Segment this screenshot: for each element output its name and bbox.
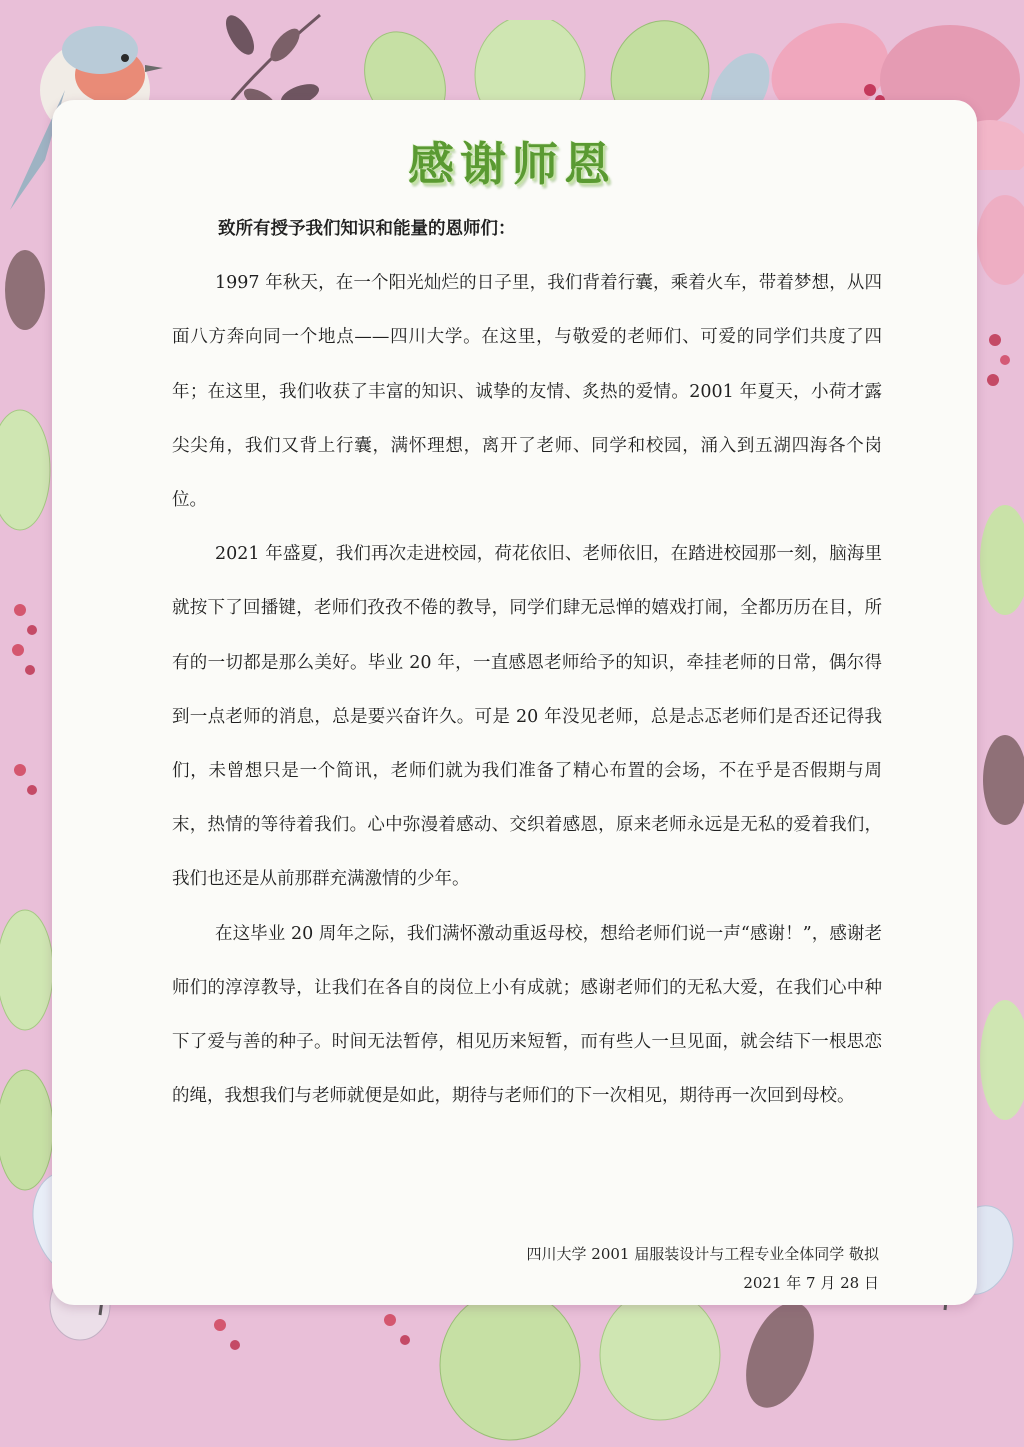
paragraph: 1997 年秋天，在一个阳光灿烂的日子里，我们背着行囊，乘着火车，带着梦想，从四面八方奔向同一个地点——四川大学。在这里，与敬爱的老师们、可爱的同学们共度了四年；在这里，我们收获了丰富的知识、诚挚的友情、炙热的爱情。2001 年夏天，小荷才露尖尖角，我们又背上行囊，满怀理想，离开了老师、同学和校园，涌入到五湖四海各个岗位。 <box>172 273 882 511</box>
leaves-decoration <box>190 1295 890 1447</box>
signature: 四川大学 2001 届服装设计与工程专业全体同学 敬拟 <box>526 1245 879 1263</box>
paragraph: 2021 年盛夏，我们再次走进校园，荷花依旧、老师依旧，在踏进校园那一刻，脑海里就按下了回播键，老师们孜孜不倦的教导，同学们肆无忌惮的嬉戏打闹，全都历历在目，所有的一切都是那么美好。毕业 20 年，一直感恩老师给予的知识，牵挂老师的日常，偶尔得到一点老师的消息，总是要兴奋许久。可是 20 年没见老师，总是忐忑老师们是否还记得我们，未曾想只是一个简讯，老师们就为我们准备了精心布置的会场，不在乎是否假期与周末，热情的等待着我们。心中弥漫着感动、交织着感恩，原来老师永远是无私的爱着我们，我们也还是从前那群充满激情的少年。 <box>172 544 882 890</box>
paragraph: 在这毕业 20 周年之际，我们满怀激动重返母校，想给老师们说一声“感谢！”，感谢老师们的淳淳教导，让我们在各自的岗位上小有成就；感谢老师们的无私大爱，在我们心中种下了爱与善的种子。时间无法暂停，相见历来短暂，而有些人一旦见面，就会结下一根思恋的绳，我想我们与老师就便是如此，期待与老师们的下一次相见，期待再一次回到母校。 <box>172 923 882 1107</box>
page-title: 感谢师恩 <box>408 137 616 191</box>
letter-body <box>172 202 882 1123</box>
greeting: 致所有授予我们知识和能量的恩师们： <box>218 219 516 239</box>
leaves-decoration <box>975 180 1024 1180</box>
signature-block <box>527 1240 879 1298</box>
date: 2021 年 7 月 28 日 <box>743 1274 879 1292</box>
berries-decoration <box>0 250 55 1300</box>
